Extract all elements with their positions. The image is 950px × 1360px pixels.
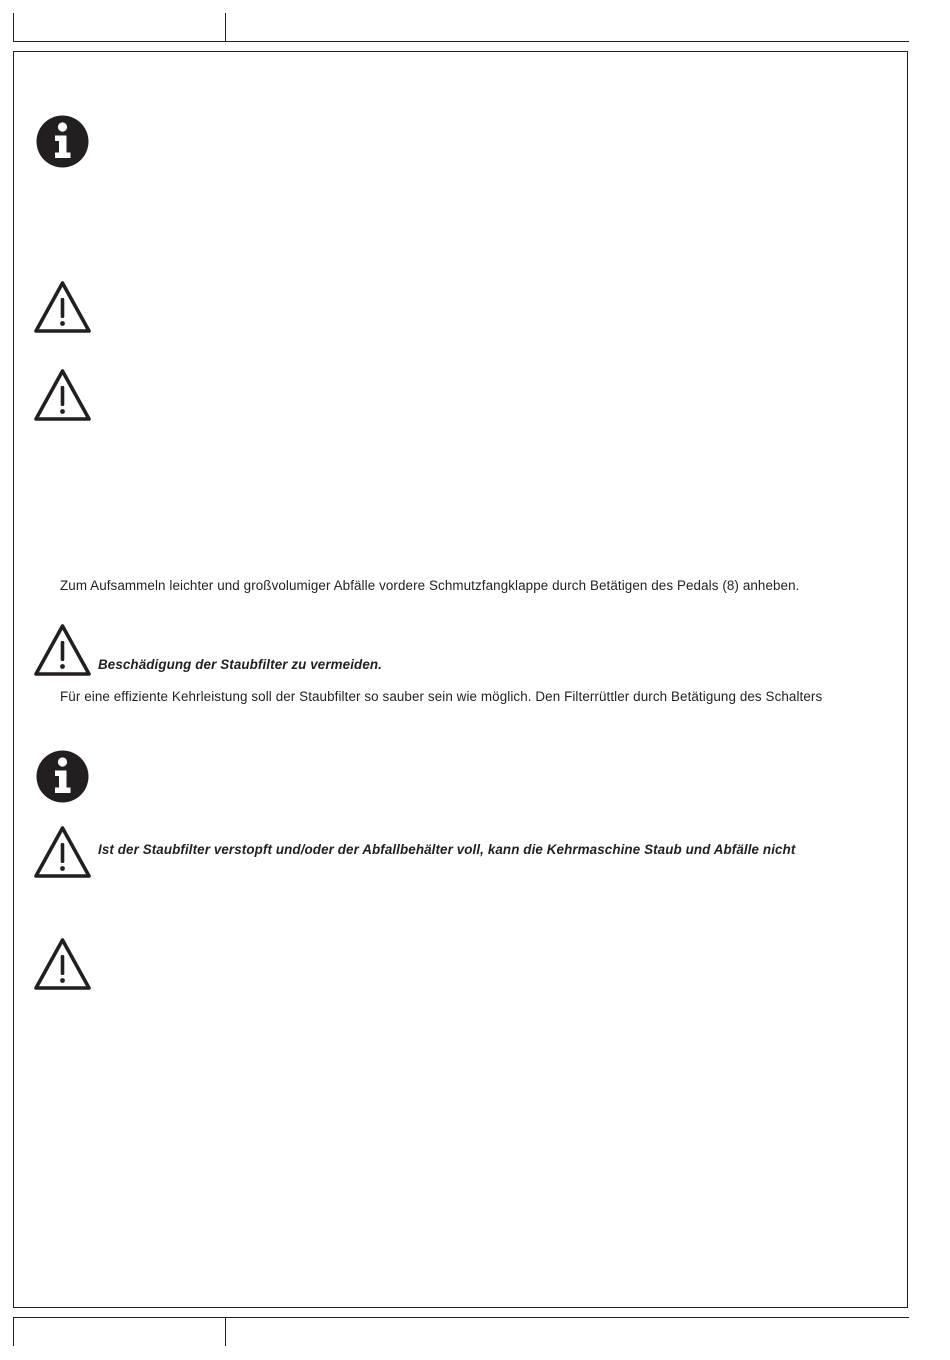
body-paragraph: Für eine effiziente Kehrleistung soll der Staubfilter so sauber sein wie möglich. Den Filterrüttler durch Betätigung des Schalters xyxy=(60,689,823,704)
footer-rule xyxy=(13,1317,909,1318)
header-divider-mid xyxy=(225,13,226,41)
footer-divider-left xyxy=(13,1317,14,1346)
warning-text: Ist der Staubfilter verstopft und/oder der Abfallbehälter voll, kann die Kehrmaschine Staub und Abfälle nicht xyxy=(98,842,796,857)
info-icon xyxy=(36,115,89,168)
info-icon xyxy=(36,750,89,803)
warning-icon xyxy=(33,936,92,991)
warning-icon xyxy=(33,367,92,422)
header-rule xyxy=(13,41,909,42)
warning-icon xyxy=(33,622,92,677)
page-frame xyxy=(13,51,908,1308)
header-divider-left xyxy=(13,13,14,41)
warning-icon xyxy=(33,824,92,879)
warning-text: Beschädigung der Staubfilter zu vermeiden. xyxy=(98,657,382,672)
footer-divider-mid xyxy=(225,1317,226,1346)
warning-icon xyxy=(33,279,92,334)
body-paragraph: Zum Aufsammeln leichter und großvolumiger Abfälle vordere Schmutzfangklappe durch Betätigen des Pedals (8) anheben. xyxy=(60,578,800,593)
